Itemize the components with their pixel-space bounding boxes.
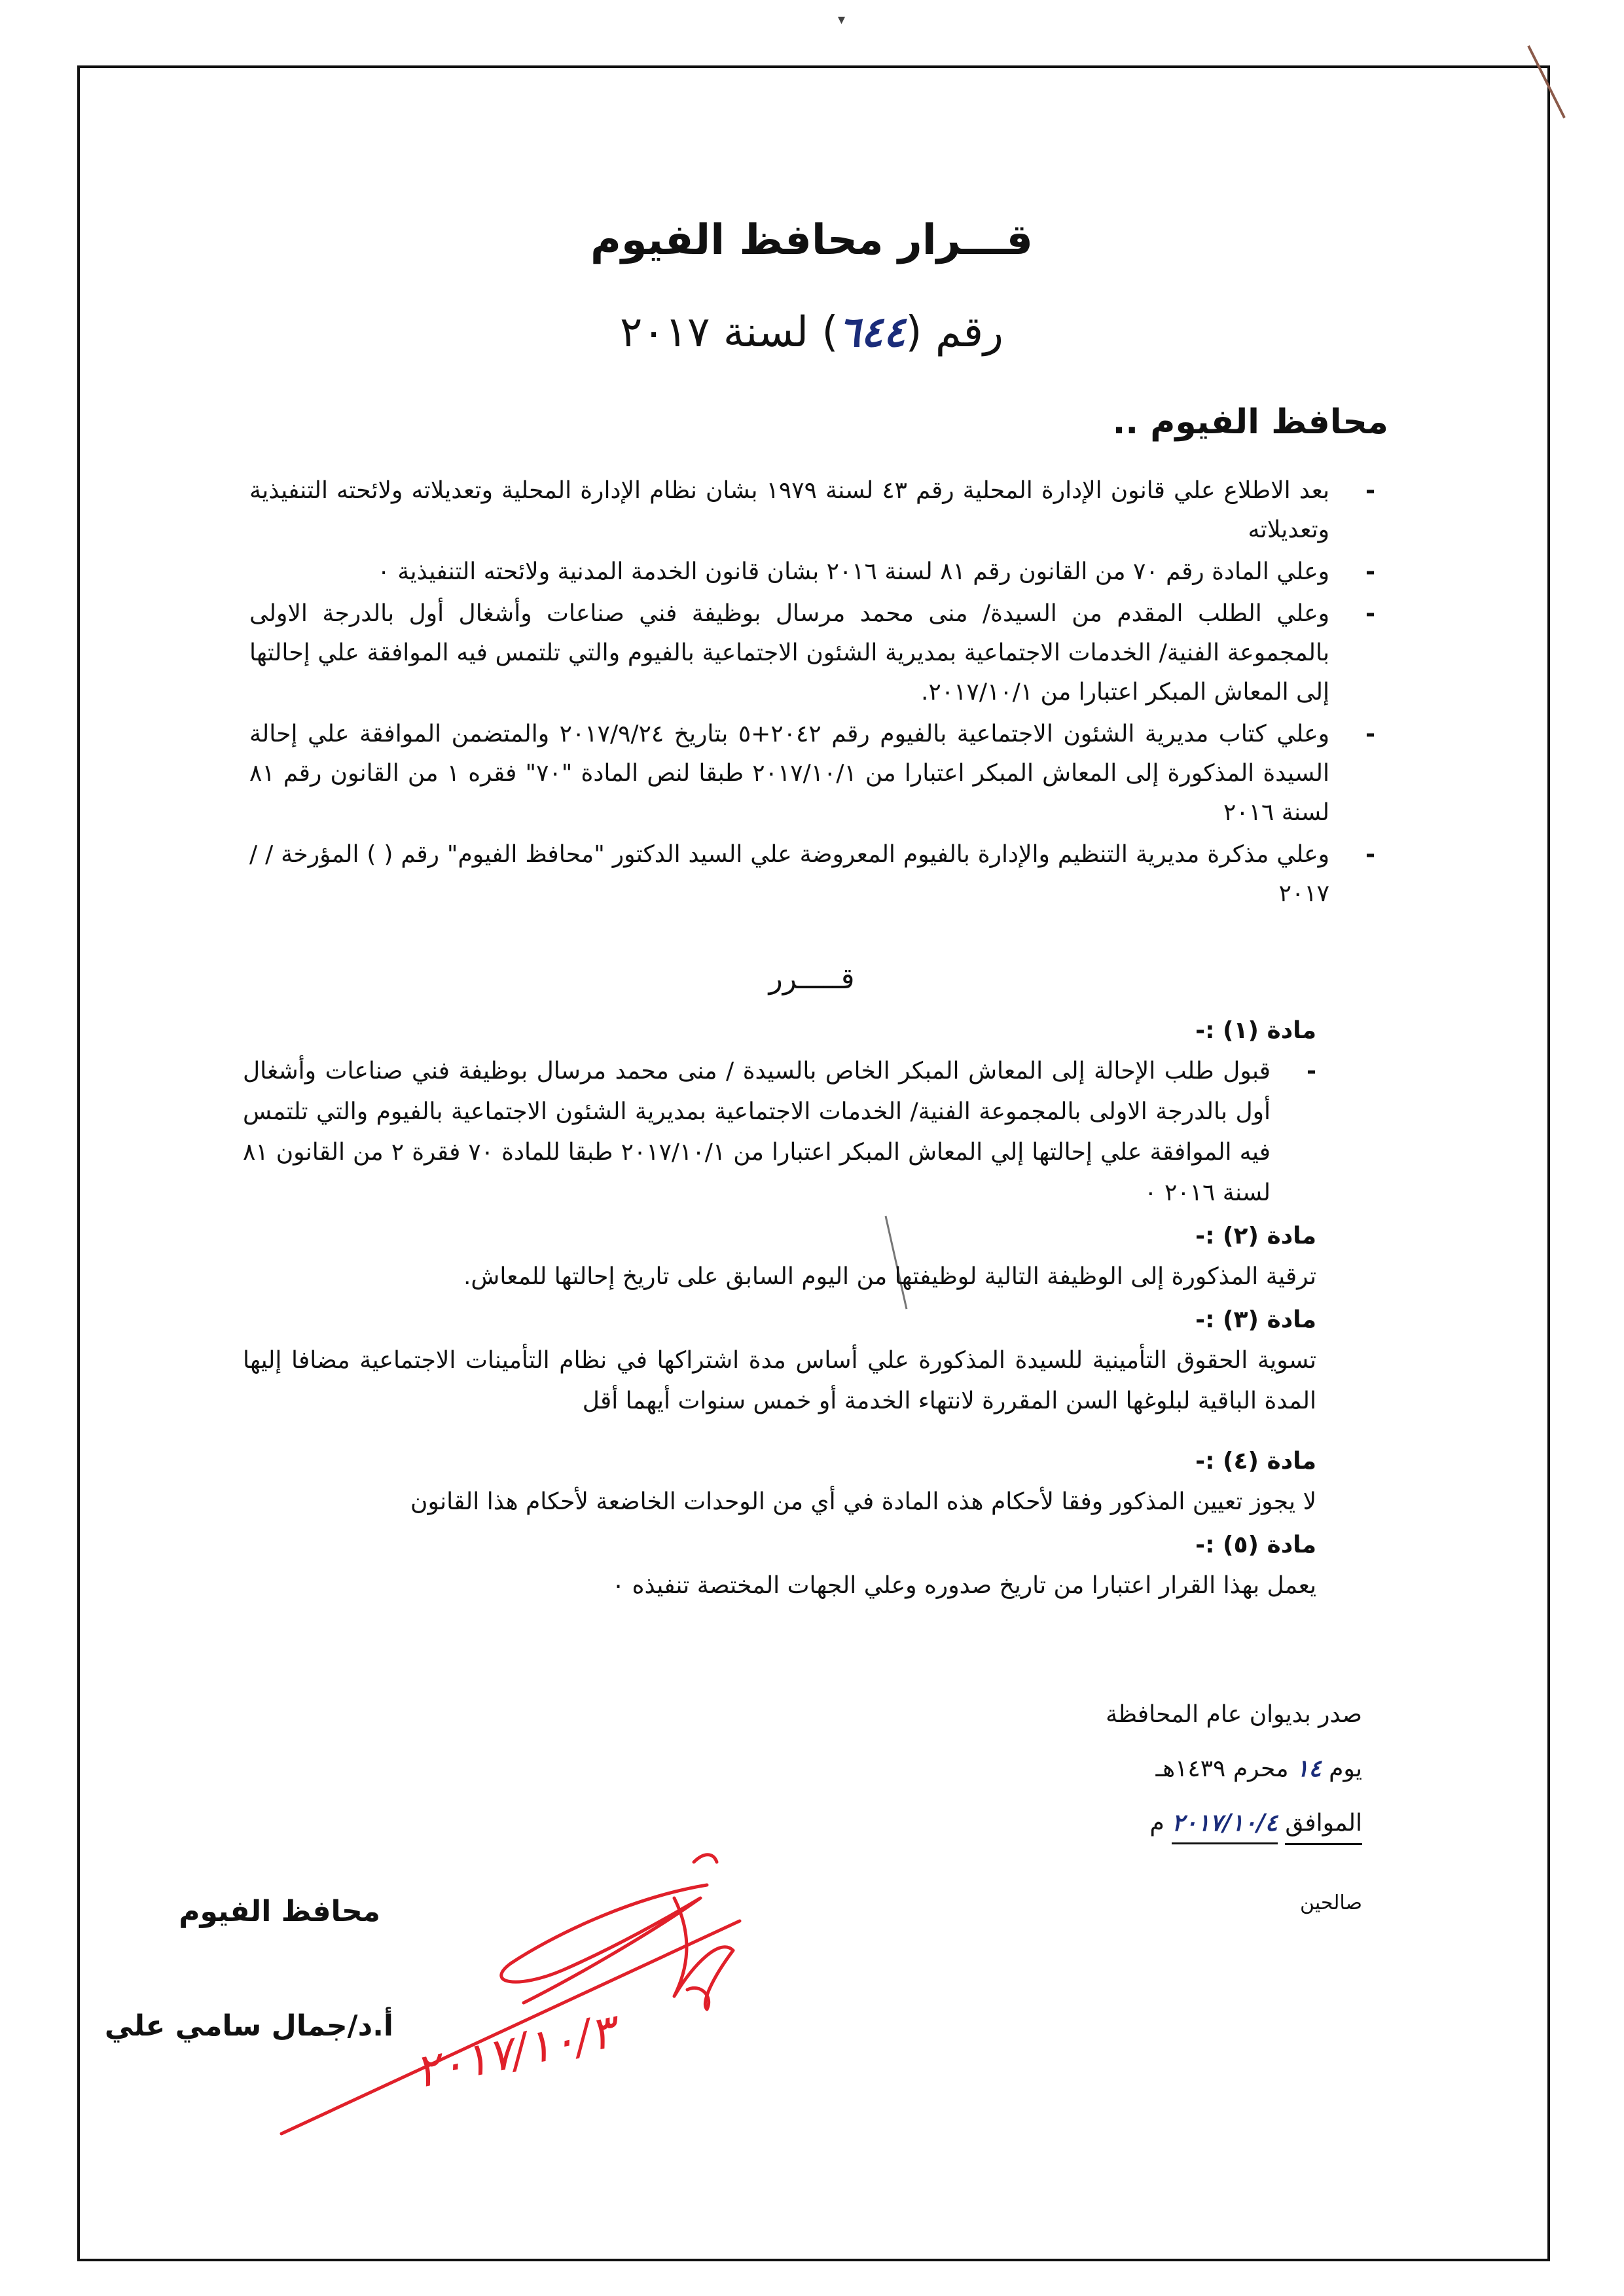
- bullet-dash: -: [1365, 600, 1375, 627]
- bullet-dash: -: [1307, 1058, 1316, 1085]
- bullet-dash: -: [1365, 558, 1375, 585]
- clause-item: - وعلي الطلب المقدم من السيدة/ منى محمد مرسال بوظيفة فني صناعات وأشغال أول بالدرجة الاولى بالمجموعة الفنية/ الخدمات الاجتماعية بمديرية الشئون الاجتماعية بالفيوم والتي تلتمس فيه الموافقة علي إحالتها إلى المعاش المبكر اعتبارا من ٢٠١٧/١٠/١.: [249, 594, 1375, 712]
- handwritten-gregorian-date: ٢٠١٧/١٠/٤: [1172, 1803, 1278, 1844]
- staple-mark-top-right: [1519, 39, 1578, 131]
- decree-title: قـــرار محافظ الفيوم: [590, 216, 1034, 264]
- articles: [243, 1008, 1316, 1606]
- decree-number: [79, 308, 1545, 357]
- preamble-heading: محافظ الفيوم ..: [1112, 403, 1388, 442]
- signatory-title: محافظ الفيوم: [179, 1895, 380, 1928]
- clause-item: - بعد الاطلاع علي قانون الإدارة المحلية رقم ٤٣ لسنة ١٩٧٩ بشان نظام الإدارة المحلية وتعديلاته ولائحته التنفيذية وتعديلاته: [249, 471, 1375, 550]
- article-heading: مادة (٥) :-: [1195, 1532, 1316, 1558]
- scan-mark: ▾: [838, 12, 846, 28]
- clause-item: - وعلي المادة رقم ٧٠ من القانون رقم ٨١ لسنة ٢٠١٦ بشان قانون الخدمة المدنية ولائحته التنفيذية ٠: [249, 552, 1375, 592]
- handwritten-number: ٦٤٤: [838, 308, 906, 357]
- article-heading: مادة (٢) :-: [1195, 1223, 1316, 1249]
- clause-item: - وعلي كتاب مديرية الشئون الاجتماعية بالفيوم رقم ٢٠٤٢+٥ بتاريخ ٢٠١٧/٩/٢٤ والمتضمن الموافقة علي إحالة السيدة المذكورة إلى المعاش المبكر اعتبارا من ٢٠١٧/١٠/١ طبقا لنص المادة "٧٠" فقره ١ من القانون رقم ٨١ لسنة ٢٠١٦: [249, 715, 1375, 833]
- signatory-name: أ.د/جمال سامي علي: [104, 2009, 393, 2043]
- hijri-date: يوم ١٤ محرم ١٤٣٩هـ: [1155, 1755, 1362, 1782]
- corresponding-label: الموافق: [1285, 1804, 1362, 1845]
- decision-heading: قـــــرر: [768, 962, 855, 996]
- article-body: لا يجوز تعيين المذكور وفقا لأحكام هذه المادة في أي من الوحدات الخاضعة لأحكام هذا القانون: [410, 1488, 1316, 1515]
- article-body: تسوية الحقوق التأمينية للسيدة المذكورة علي أساس مدة اشتراكها في نظام التأمينات الاجتماعية مضافا إليها المدة الباقية لبلوغها السن المقررة لانتهاء الخدمة أو خمس سنوات أيهما أقل: [243, 1347, 1316, 1414]
- bullet-dash: -: [1365, 721, 1375, 747]
- article-heading: مادة (٤) :-: [1195, 1448, 1316, 1475]
- handwritten-day: ١٤: [1295, 1755, 1322, 1782]
- issuance-block: [1106, 1695, 1362, 1859]
- article-body: يعمل بهذا القرار اعتبارا من تاريخ صدوره وعلي الجهات المختصة تنفيذه ٠: [611, 1572, 1316, 1599]
- gregorian-date: الموافق ٢٠١٧/١٠/٤ م: [1106, 1803, 1362, 1845]
- number-suffix: ) لسنة ٢٠١٧: [620, 308, 839, 357]
- article-body: ترقية المذكورة إلى الوظيفة التالية لوظيفتها من اليوم السابق على تاريخ إحالتها للمعاش.: [463, 1263, 1316, 1290]
- article-body: - قبول طلب الإحالة إلى المعاش المبكر الخاص بالسيدة / منى محمد مرسال بوظيفة فني صناعات وأشغال أول بالدرجة الاولى بالمجموعة الفنية/ الخدمات الاجتماعية بمديرية الشئون الاجتماعية بالفيوم والتي تلتمس فيه الموافقة علي إحالتها إلي المعاش المبكر اعتبارا من ٢٠١٧/١٠/١ طبقا للمادة ٧٠ فقرة ٢ من القانون ٨١ لسنة ٢٠١٦ ٠: [243, 1051, 1316, 1213]
- bullet-dash: -: [1365, 477, 1375, 504]
- article-heading: مادة (١) :-: [1195, 1017, 1316, 1044]
- preamble-clauses: [249, 471, 1375, 916]
- issued-place: صدر بديوان عام المحافظة: [1106, 1701, 1362, 1728]
- footer-place: صالحين: [1299, 1892, 1362, 1914]
- bullet-dash: -: [1365, 841, 1375, 868]
- clause-item: - وعلي مذكرة مديرية التنظيم والإدارة بالفيوم المعروضة علي السيد الدكتور "محافظ الفيوم" رقم ( ) المؤرخة / / ٢٠١٧: [249, 835, 1375, 914]
- article-heading: مادة (٣) :-: [1195, 1306, 1316, 1333]
- number-prefix: رقم (: [905, 308, 1003, 357]
- handwritten-signature-date: ٢٠١٧/١٠/٣: [410, 2003, 621, 2099]
